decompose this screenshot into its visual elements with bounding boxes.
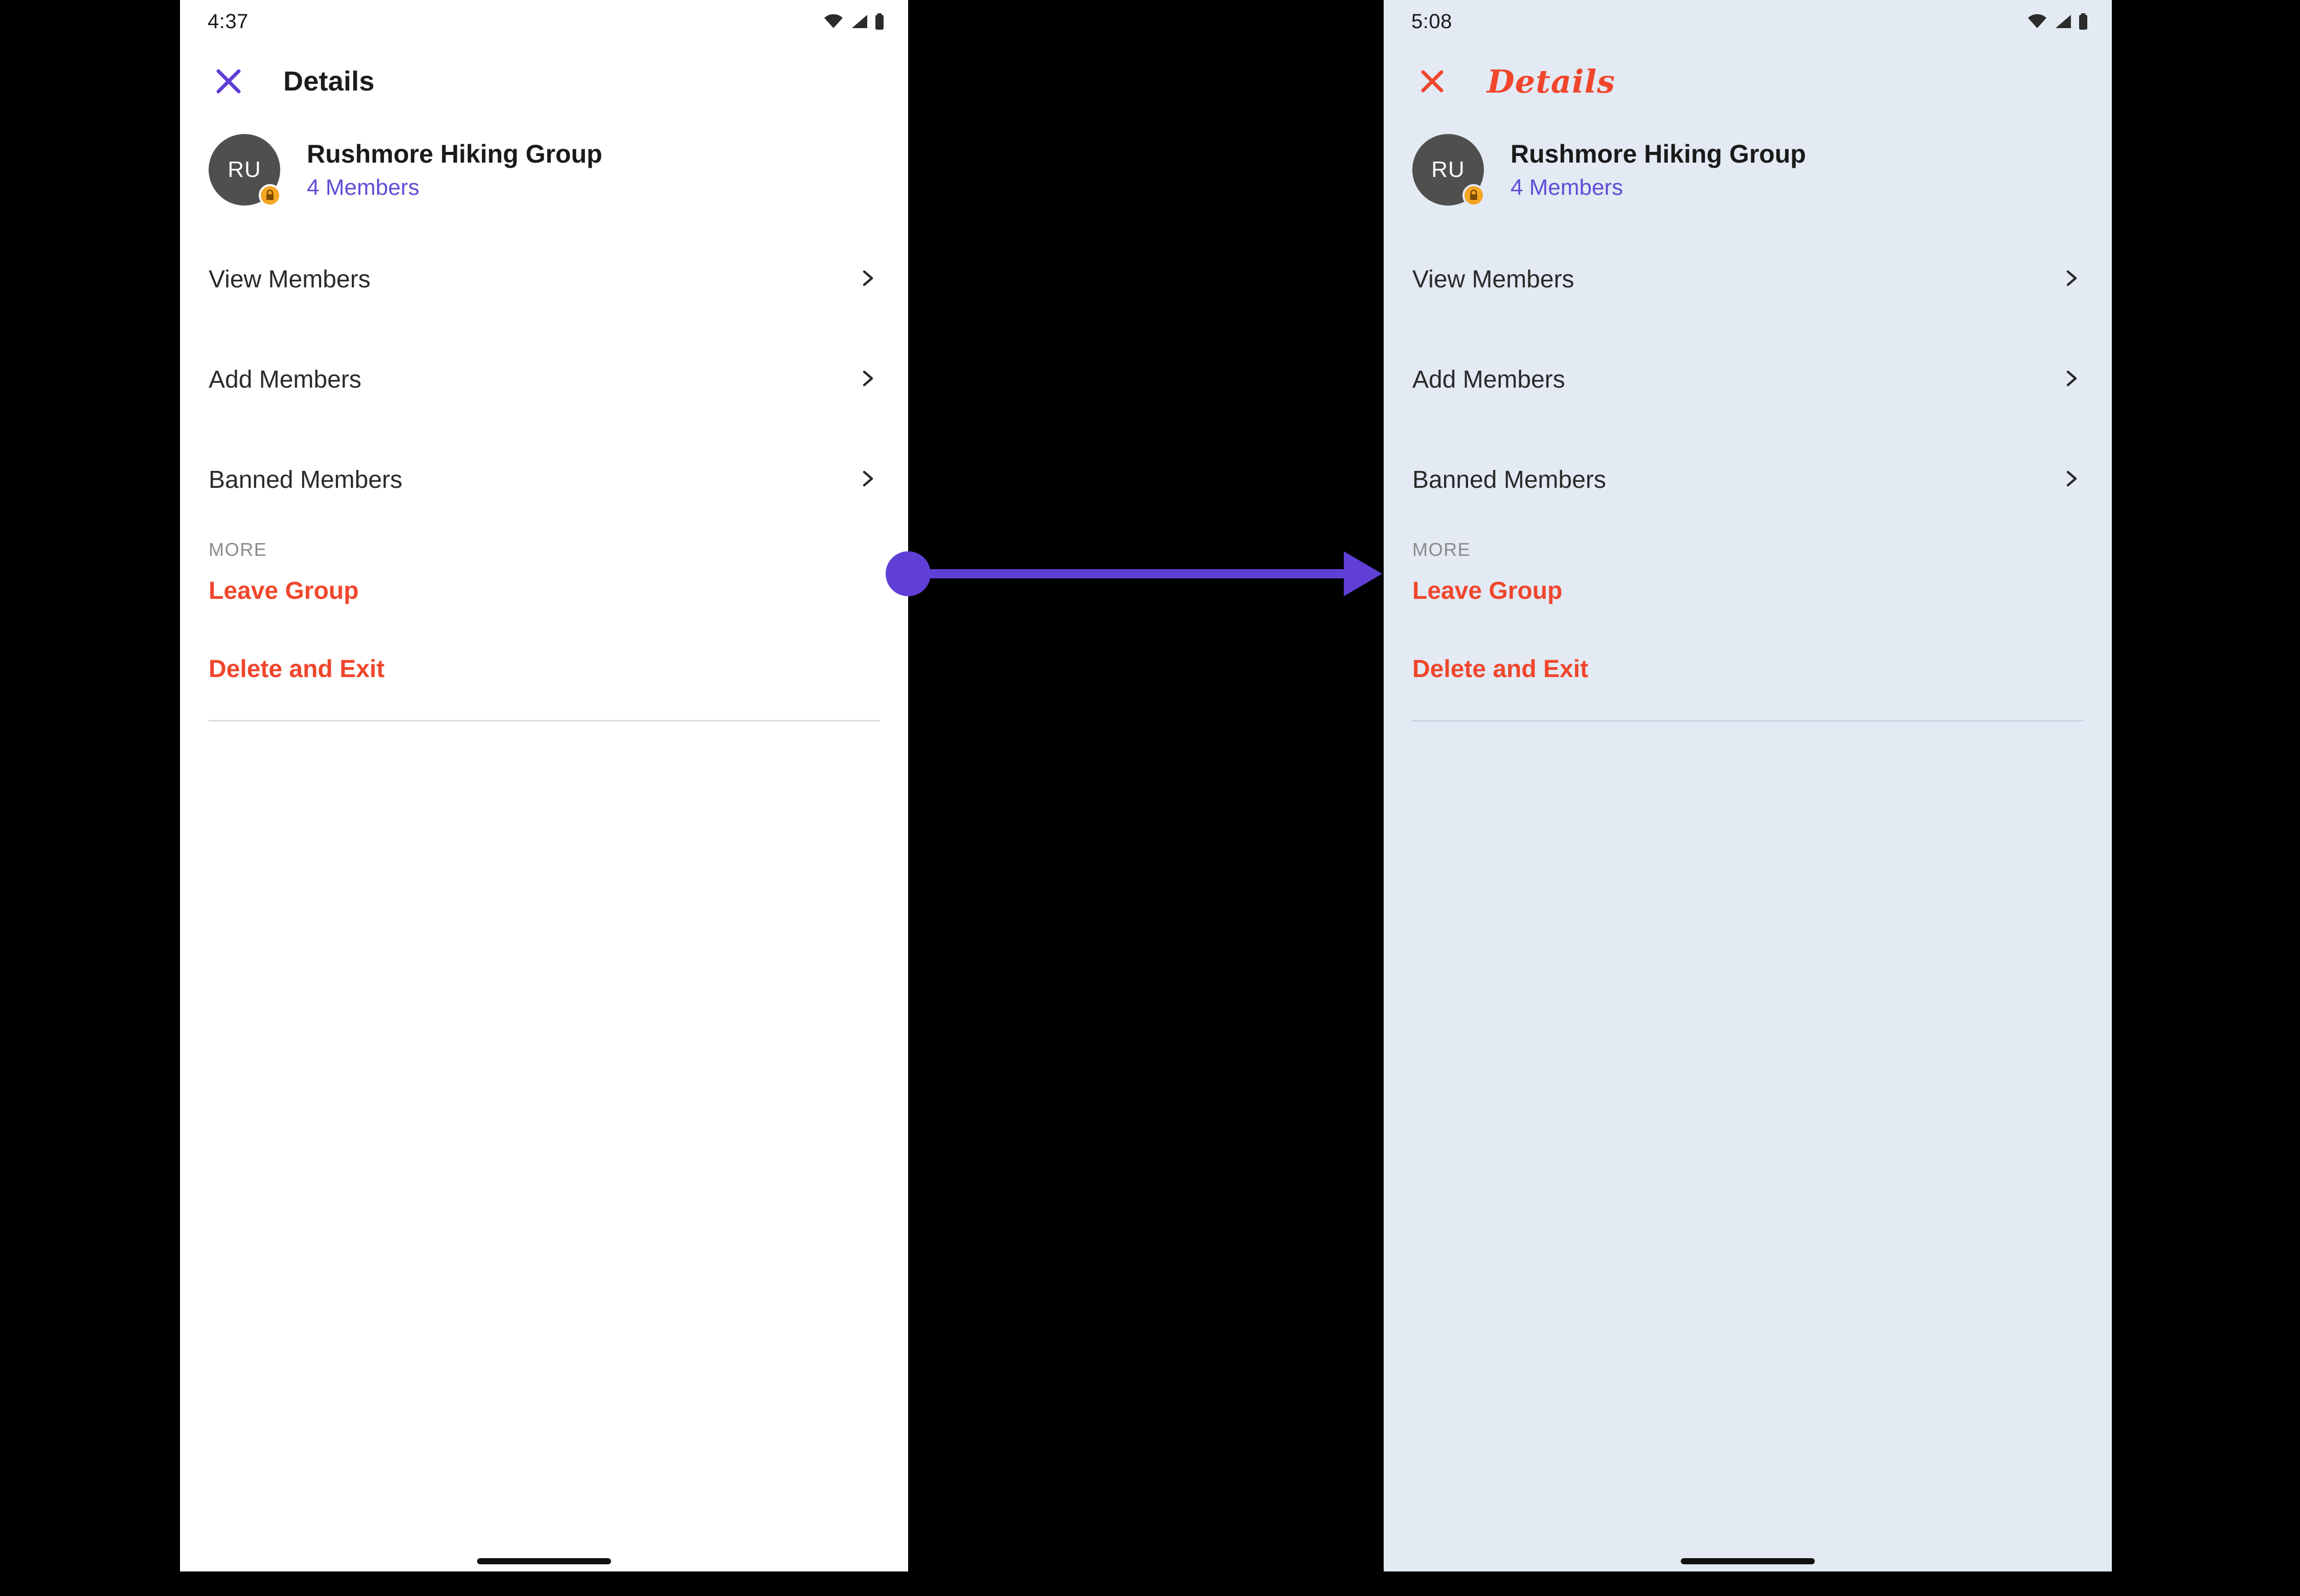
delete-and-exit-label: Delete and Exit xyxy=(209,656,385,683)
status-icons xyxy=(823,13,885,30)
delete-and-exit-button[interactable] xyxy=(1384,642,2112,696)
chevron-right-icon xyxy=(859,370,876,390)
avatar[interactable] xyxy=(209,134,280,206)
wifi-icon xyxy=(2027,14,2047,29)
status-bar xyxy=(1384,0,2112,43)
row-view-members[interactable] xyxy=(1384,229,2112,329)
wifi-icon xyxy=(823,14,844,29)
group-header xyxy=(180,120,908,229)
chevron-right-icon xyxy=(2063,370,2080,390)
spacer xyxy=(1384,618,2112,642)
cellular-signal-icon xyxy=(850,14,868,29)
group-member-count[interactable]: 4 Members xyxy=(1510,175,1623,200)
delete-and-exit-button[interactable] xyxy=(180,642,908,696)
row-label: Add Members xyxy=(209,366,362,393)
chevron-right-icon xyxy=(859,470,876,490)
leave-group-button[interactable] xyxy=(1384,564,2112,618)
page-title: Details xyxy=(283,66,375,97)
row-banned-members[interactable] xyxy=(180,430,908,530)
group-meta xyxy=(1510,139,1806,200)
row-view-members[interactable] xyxy=(180,229,908,329)
row-banned-members[interactable] xyxy=(1384,430,2112,530)
row-add-members[interactable] xyxy=(1384,329,2112,430)
divider xyxy=(209,720,880,722)
spacer xyxy=(180,696,908,720)
section-header-more: MORE xyxy=(209,539,267,560)
status-time: 5:08 xyxy=(1411,10,1452,33)
home-indicator xyxy=(1681,1558,1815,1564)
delete-and-exit-label: Delete and Exit xyxy=(1412,656,1589,683)
spacer xyxy=(180,618,908,642)
leave-group-button[interactable] xyxy=(180,564,908,618)
group-name: Rushmore Hiking Group xyxy=(307,140,602,168)
row-add-members[interactable] xyxy=(180,329,908,430)
app-bar xyxy=(1384,43,2112,120)
page-title: Details xyxy=(1487,62,1616,100)
home-indicator xyxy=(477,1558,611,1564)
cellular-signal-icon xyxy=(2054,14,2072,29)
spacer xyxy=(1384,696,2112,720)
app-bar xyxy=(180,43,908,120)
group-header xyxy=(1384,120,2112,229)
chevron-right-icon xyxy=(2063,269,2080,289)
group-name: Rushmore Hiking Group xyxy=(1510,140,1806,168)
lock-icon xyxy=(259,184,281,207)
close-icon[interactable] xyxy=(209,61,249,101)
status-bar xyxy=(180,0,908,43)
transition-arrow xyxy=(884,542,1395,614)
avatar[interactable] xyxy=(1412,134,1484,206)
avatar-initials: RU xyxy=(209,134,280,206)
avatar-initials: RU xyxy=(1412,134,1484,206)
row-label: Banned Members xyxy=(1412,466,1606,493)
chevron-right-icon xyxy=(2063,470,2080,490)
row-label: Add Members xyxy=(1412,366,1565,393)
row-label: View Members xyxy=(209,265,371,293)
row-label: View Members xyxy=(1412,265,1574,293)
leave-group-label: Leave Group xyxy=(1412,577,1563,604)
battery-icon xyxy=(874,13,885,30)
group-meta xyxy=(307,139,602,200)
battery-icon xyxy=(2078,13,2088,30)
group-member-count[interactable]: 4 Members xyxy=(307,175,420,200)
lock-icon xyxy=(1462,184,1485,207)
phone-screen-light xyxy=(180,0,908,1571)
status-icons xyxy=(2027,13,2088,30)
phone-screen-themed xyxy=(1384,0,2112,1571)
divider xyxy=(1412,720,2083,722)
leave-group-label: Leave Group xyxy=(209,577,359,604)
section-header-more: MORE xyxy=(1412,539,1471,560)
row-label: Banned Members xyxy=(209,466,402,493)
chevron-right-icon xyxy=(859,269,876,289)
close-icon[interactable] xyxy=(1412,61,1452,101)
status-time: 4:37 xyxy=(208,10,249,33)
